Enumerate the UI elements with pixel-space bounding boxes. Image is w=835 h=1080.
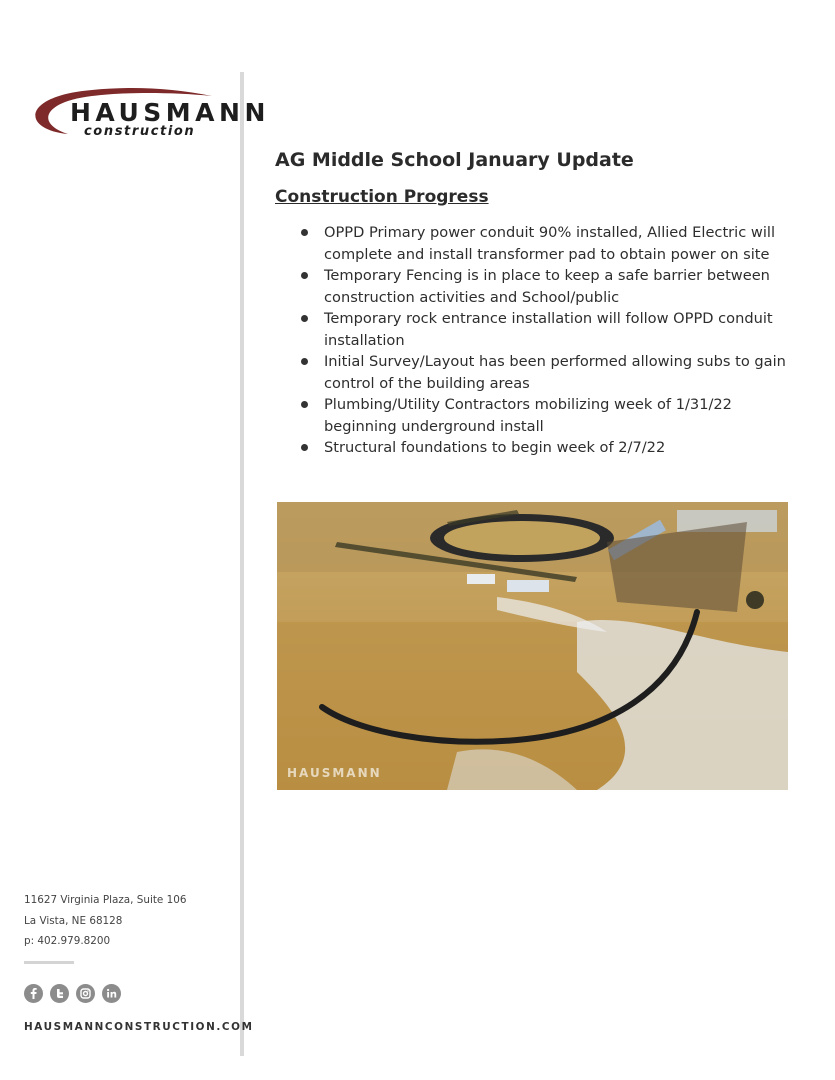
address-line: La Vista, NE 68128: [24, 914, 123, 927]
list-item: Temporary Fencing is in place to keep a safe barrier between construction activities and School/public: [298, 265, 798, 308]
photo-watermark: HAUSMANN: [287, 766, 382, 780]
list-item: Plumbing/Utility Contractors mobilizing week of 1/31/22 beginning underground install: [298, 394, 798, 437]
list-item: Structural foundations to begin week of 2/7/22: [298, 437, 798, 459]
logo-wordmark: HAUSMANN: [70, 98, 270, 127]
sidebar-divider: [240, 72, 244, 1056]
contact-address: [24, 890, 186, 952]
instagram-icon[interactable]: [76, 984, 95, 1003]
website-link[interactable]: HAUSMANNCONSTRUCTION.COM: [24, 1021, 254, 1033]
logo-tagline: construction: [84, 124, 196, 139]
page-title: AG Middle School January Update: [275, 149, 634, 171]
aerial-site-photo: [277, 502, 788, 790]
progress-list: [298, 222, 798, 459]
facebook-icon[interactable]: [24, 984, 43, 1003]
list-item: OPPD Primary power conduit 90% installed, Allied Electric will complete and install transformer pad to obtain power on site: [298, 222, 798, 265]
twitter-icon[interactable]: [50, 984, 69, 1003]
phone-number: p: 402.979.8200: [24, 935, 111, 948]
company-logo: [22, 84, 270, 144]
address-line: 11627 Virginia Plaza, Suite 106: [24, 894, 187, 906]
linkedin-icon[interactable]: [102, 984, 121, 1003]
section-heading: Construction Progress: [275, 187, 489, 207]
social-links: [24, 984, 121, 1003]
list-item: Initial Survey/Layout has been performed allowing subs to gain control of the building areas: [298, 351, 798, 394]
list-item: Temporary rock entrance installation will follow OPPD conduit installation: [298, 308, 798, 351]
footer-divider: [24, 961, 74, 964]
